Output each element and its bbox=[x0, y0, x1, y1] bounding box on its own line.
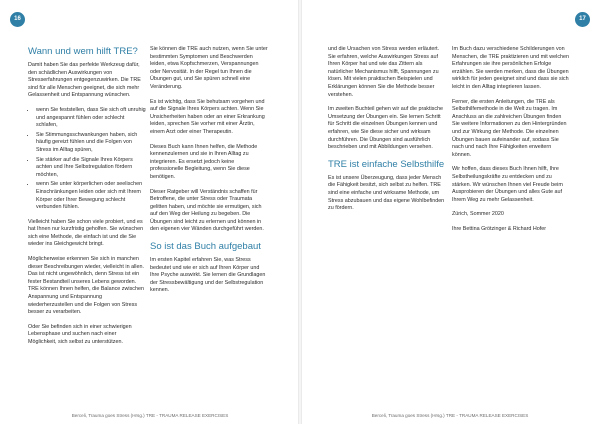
book-gutter bbox=[298, 0, 302, 424]
bullet-list bbox=[28, 107, 146, 212]
page-footer: Berceli, Trauma goes Stress (Hrsg.) TRE - TRAUMA RELEASE EXERCISES bbox=[71, 413, 229, 418]
list-item: • wenn Sie feststellen, dass Sie sich oft unruhig und angespannt fühlen oder schlecht schlafen, bbox=[36, 107, 146, 130]
paragraph: Wir hoffen, dass dieses Buch Ihnen hilft, Ihre Selbstheilungskräfte zu entdecken und zu stärken. Wir wünschen Ihnen viel Freude beim Ausprobieren der Übungen und alles Gute auf Ihrem Weg zu mehr Gelassenheit. bbox=[452, 166, 563, 203]
page-number-badge: 17 bbox=[575, 12, 590, 27]
paragraph: Im ersten Kapitel erfahren Sie, was Stress bedeutet und wie er sich auf Ihren Körper und Ihre Psyche auswirkt. Sie lernen die Grundlagen der Stressbewältigung und der Selbstregulation kennen. bbox=[150, 257, 266, 294]
page-header-bar bbox=[0, 0, 300, 32]
right-column-2 bbox=[452, 46, 570, 240]
paragraph: Es ist wichtig, dass Sie behutsam vorgehen und auf die Signale Ihres Körpers achten. Wenn Sie Unsicherheiten haben oder an einer Erkrankung leiden, sprechen Sie vorher mit einer Ärztin, einem Arzt oder einer Therapeutin. bbox=[150, 98, 265, 135]
list-item: • Sie stärker auf die Signale Ihres Körpers achten und Ihre Selbstregulation fördern möchten, bbox=[36, 157, 146, 180]
page-number-badge: 16 bbox=[10, 12, 25, 27]
signature: Ihre Bettina Grötzinger & Richard Hofer bbox=[452, 225, 547, 232]
paragraph: Ferner, die ersten Anleitungen, die TRE als Selbsthilfemethode in die Welt zu tragen. Im Anschluss an die zahlreichen Übungen finden Sie weitere Informationen zu den Hintergründen und zur Wirkung der Methode. Die einzelnen Übungen bauen aufeinander auf, sodass Sie nach und nach Ihre Fähigkeiten erweitern können. bbox=[452, 98, 567, 158]
paragraph: und die Ursachen von Stress werden erläutert. Sie erfahren, welche Auswirkungen Stress auf Ihren Körper hat und wie das Zittern als natürlicher Mechanismus hilft, Spannungen zu lösen. Mit vielen praktischen Beispielen und Erklärungen können Sie die Methode besser verstehen. bbox=[328, 46, 440, 98]
paragraph: Damit haben Sie das perfekte Werkzeug dafür, den schädlichen Auswirkungen von Stresserfahrungen entgegenzuwirken. Die TRE sind für alle Menschen geeignet, die sich mehr Gelassenheit und Entspannung wünschen. bbox=[28, 62, 141, 99]
paragraph: Oder Sie befinden sich in einer schwierigen Lebensphase und suchen nach einer Möglichkeit, sich selbst zu unterstützen. bbox=[28, 323, 132, 345]
list-item: • wenn Sie unter körperlichen oder seelischen Einschränkungen leiden oder sich mit Ihrem Körper oder Ihrer Bewegung schlecht verbunden fühlen. bbox=[36, 181, 146, 211]
page-header-bar bbox=[300, 0, 600, 32]
section-heading: TRE ist einfache Selbsthilfe bbox=[328, 158, 445, 170]
place-date: Zürich, Sommer 2020 bbox=[452, 211, 504, 218]
paragraph: Möglicherweise erkennen Sie sich in manchen dieser Beschreibungen wieder, vielleicht in allen. Das ist nicht ungewöhnlich, denn Stress ist ein fester Bestandteil unseres Lebens geworden. TRE können Ihnen helfen, die Balance zwischen Anspannung und Entspannung wiederherzustellen und die Folgen von Stress besser zu verarbeiten. bbox=[28, 256, 144, 316]
section-heading: So ist das Buch aufgebaut bbox=[150, 241, 261, 253]
paragraph: Dieses Buch kann Ihnen helfen, die Methode kennenzulernen und sie in Ihren Alltag zu integrieren. Es ersetzt jedoch keine professionelle Begleitung, wenn Sie diese benötigen. bbox=[150, 143, 258, 180]
left-column-2 bbox=[150, 46, 268, 302]
paragraph: Sie können die TRE auch nutzen, wenn Sie unter bestimmten Symptomen und Beschwerden leiden, etwa Kopfschmerzen, Verspannungen oder Nervosität. In der Regel tun Ihnen die Übungen gut, und Sie spüren schnell eine Veränderung. bbox=[150, 46, 268, 90]
list-item: • Sie Stimmungsschwankungen haben, sich häufig gereizt fühlen und die Folgen von Stress im Alltag spüren, bbox=[36, 132, 146, 155]
paragraph: Vielleicht haben Sie schon viele probiert, und es hat Ihnen nur kurzfristig geholfen. Sie wünschen sich eine Methode, die einfach ist und die Sie wieder ins Gleichgewicht bringt. bbox=[28, 218, 144, 248]
section-heading: Wann und wem hilft TRE? bbox=[28, 46, 138, 57]
paragraph: Im zweiten Buchteil gehen wir auf die praktische Umsetzung der Übungen ein. Sie lernen Schritt für Schritt die einzelnen Übungen kennen und erfahren, wie Sie diese sicher und wirksam durchführen. Die Übungen sind ausführlich beschrieben und mit Abbildungen versehen. bbox=[328, 106, 444, 151]
right-column-1 bbox=[328, 46, 446, 220]
paragraph: Im Buch dazu verschiedene Schilderungen von Menschen, die TRE praktizieren und mit welchen Erfahrungen sie ihre persönlichen Erfolge erzählen. Sie werden merken, dass die Übungen wirklich für jeden geeignet sind und dass sie sich leicht in den Alltag integrieren lassen. bbox=[452, 46, 570, 90]
right-page bbox=[300, 0, 600, 424]
page-footer: Berceli, Trauma goes Stress (Hrsg.) TRE - TRAUMA RELEASE EXERCISES bbox=[371, 413, 529, 418]
paragraph: Dieser Ratgeber will Verständnis schaffen für Betroffene, die unter Stress oder Traumata gelitten haben, und möchte sie ermutigen, sich auf den Weg der Heilung zu begeben. Die Übungen sind leicht zu erlernen und können in den eigenen vier Wänden durchgeführt werden. bbox=[150, 188, 264, 233]
left-column-1 bbox=[28, 46, 146, 354]
paragraph: Es ist unsere Überzeugung, dass jeder Mensch die Fähigkeit besitzt, sich selbst zu helfen. TRE sind eine einfache und wirksame Methode, um Stress abzubauen und das eigene Wohlbefinden zu fördern. bbox=[328, 174, 445, 212]
